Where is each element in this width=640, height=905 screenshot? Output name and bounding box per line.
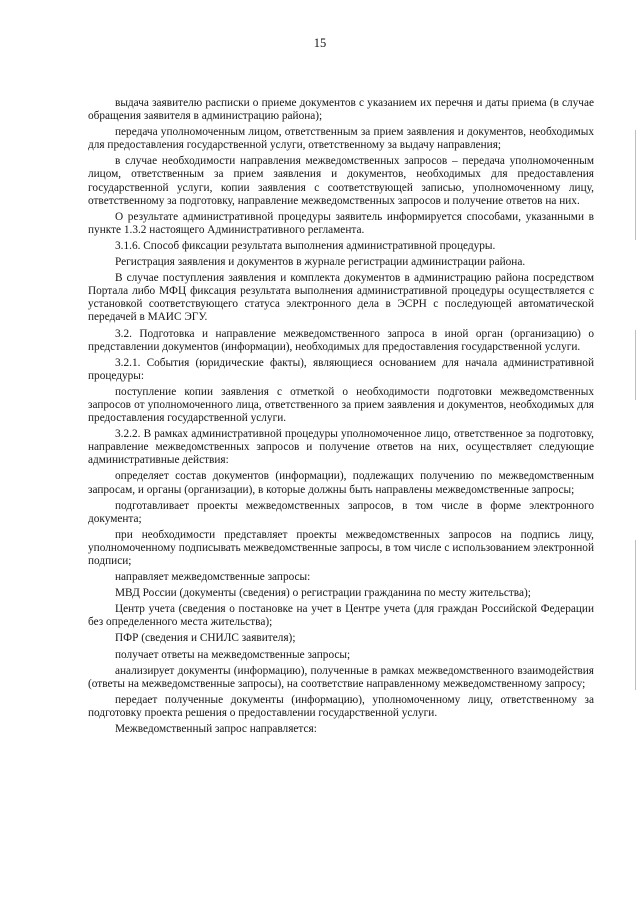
paragraph: направляет межведомственные запросы: — [115, 571, 311, 584]
paragraph: подготавливает проекты межведомственных запросов, в том числе в форме электронного документа; — [88, 499, 594, 525]
scan-edge-mark — [635, 130, 636, 240]
paragraph: определяет состав документов (информации), подлежащих получению по межведомственным запросам, и органы (организации), в которые должны быть направлены межведомственные запросы; — [88, 470, 594, 496]
paragraph: Центр учета (сведения о постановке на учет в Центре учета (для граждан Российской Федерации без определенного места жительства); — [88, 603, 594, 629]
paragraph: Регистрация заявления и документов в журнале регистрации администрации района. — [115, 256, 526, 269]
paragraph: передает полученные документы (информацию), уполномоченному лицу, ответственному за подготовку проекта решения о предоставлении государственной услуги. — [88, 693, 594, 719]
page-number: 15 — [313, 36, 327, 50]
paragraph: поступление копии заявления с отметкой о необходимости подготовки межведомственных запросов от уполномоченного лица, ответственного за прием заявления и документов, необходимых для предоставления государственной услуги. — [88, 385, 594, 425]
paragraph: Межведомственный запрос направляется: — [115, 723, 317, 736]
scan-edge-mark — [635, 330, 636, 400]
paragraph: В случае поступления заявления и комплекта документов в администрацию района посредством Портала либо МФЦ фиксация результата выполнения административной процедуры осуществляется с установкой соответствующего статуса электронного дела в ЭСРН с последующей автоматической передачей в МАИС ЭГУ. — [88, 272, 594, 324]
paragraph: 3.2.1. События (юридические факты), являющиеся основанием для начала административной процедуры: — [88, 356, 594, 382]
paragraph: при необходимости представляет проекты межведомственных запросов на подпись лицу, уполномоченному подписывать межведомственные запросы, в том числе с использованием электронной подписи; — [88, 528, 594, 567]
paragraph: получает ответы на межведомственные запросы; — [115, 648, 351, 661]
paragraph: анализирует документы (информацию), полученные в рамках межведомственного взаимодействия (ответы на межведомственные запросы), на соответствие направленному межведомственному запросу; — [88, 664, 594, 690]
paragraph: выдача заявителю расписки о приеме документов с указанием их перечня и даты приема (в случае обращения заявителя в администрацию района); — [88, 97, 594, 123]
document-body — [88, 97, 594, 739]
paragraph: 3.2.2. В рамках административной процедуры уполномоченное лицо, ответственное за подготовку, направление межведомственных запросов и получение ответов на них, осуществляет следующие административные действия: — [88, 428, 594, 467]
paragraph: ПФР (сведения и СНИЛС заявителя); — [115, 632, 296, 645]
paragraph: передача уполномоченным лицом, ответственным за прием заявления и документов, необходимых для предоставления государственной услуги, ответственному за выдачу направления; — [88, 126, 594, 152]
paragraph: 3.1.6. Способ фиксации результата выполнения административной процедуры. — [115, 239, 496, 252]
paragraph: 3.2. Подготовка и направление межведомственного запроса в иной орган (организацию) о представлении документов (информации), необходимых для предоставления государственной услуги. — [88, 327, 594, 353]
paragraph: О результате административной процедуры заявитель информируется способами, указанными в пункте 1.3.2 настоящего Административного регламента. — [88, 210, 594, 236]
paragraph: в случае необходимости направления межведомственных запросов – передача уполномоченным лицом, ответственным за прием заявления и документов, необходимых для предоставления государственной услуги, копии заявления с соответствующей записью, уполномоченному лицу, ответственному за подготовку, направление межведомственных запросов и получение ответов на них. — [88, 155, 594, 207]
paragraph: МВД России (документы (сведения) о регистрации гражданина по месту жительства); — [115, 587, 531, 600]
scan-edge-mark — [635, 540, 636, 690]
